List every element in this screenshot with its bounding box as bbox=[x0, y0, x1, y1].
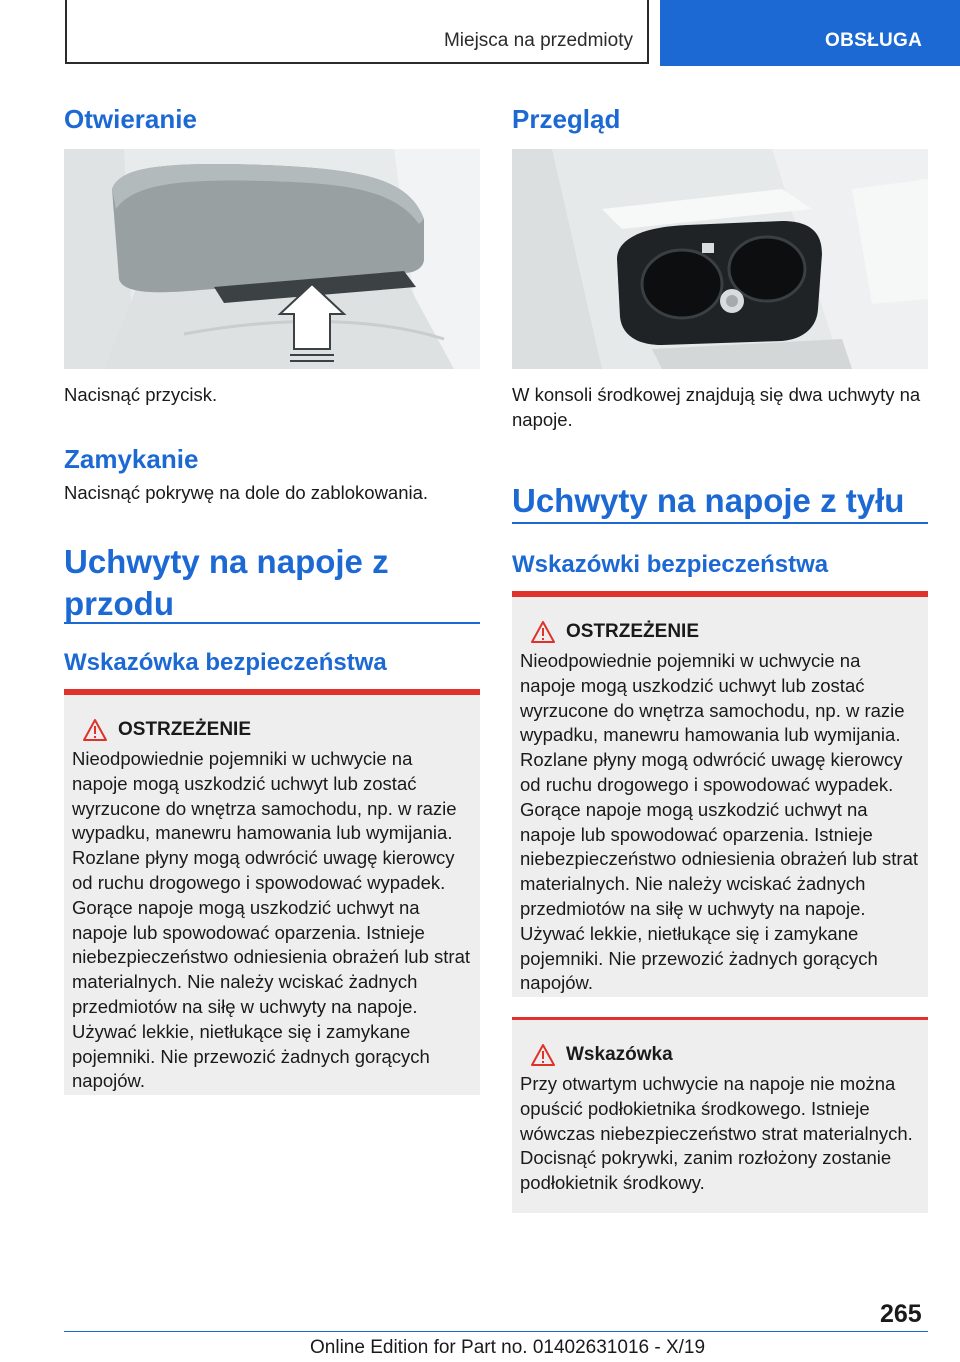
page-number: 265 bbox=[880, 1300, 922, 1328]
safety-heading-right: Wskazówki bezpieczeństwa bbox=[512, 551, 829, 578]
open-heading: Otwieranie bbox=[64, 104, 197, 134]
close-heading: Zamykanie bbox=[64, 444, 199, 474]
warning-triangle-icon bbox=[520, 620, 566, 644]
close-text: Nacisnąć pokrywę na dole do zablokowania. bbox=[64, 482, 429, 503]
warning-triangle-icon bbox=[72, 718, 118, 742]
heading-rule bbox=[64, 622, 480, 624]
armrest-image bbox=[64, 149, 480, 369]
footer-edition-text: Online Edition for Part no. 01402631016 - X/19 bbox=[310, 1337, 706, 1358]
heading-rule-right bbox=[512, 522, 928, 524]
warning-text: Nieodpowiednie pojemniki w uchwycie na napoje mogą uszkodzić uchwyt lub zostać wyrzucone do wnętrza samochodu, np. w razie wypadku, manewru hamowania lub wymijania. Rozlane płyny mogą odwrócić uwagę kierowcy od ruchu drogowego i spowodować wypadek. Gorące napoje mogą uszkodzić uchwyt na napoje lub spowodować oparzenia. Istnieje niebezpieczeństwo odniesienia obrażeń lub strat materialnych. Nie należy wciskać żadnych przedmiotów na siłę w uchwyty na napoje. Używać lekkie, nietłukące się i zamykane pojemniki. Nie przewozić żadnych gorących napojów. bbox=[72, 748, 471, 1092]
header-section-box bbox=[65, 0, 649, 64]
cupholder-image bbox=[512, 149, 928, 369]
warning-box bbox=[64, 689, 480, 1095]
warning-box-right bbox=[512, 591, 928, 997]
warning-text-right: Nieodpowiednie pojemniki w uchwycie na napoje mogą uszkodzić uchwyt lub zostać wyrzucone do wnętrza samochodu, np. w razie wypadku, manewru hamowania lub wymijania. Rozlane płyny mogą odwrócić uwagę kierowcy od ruchu drogowego i spowodować wypadek. Gorące napoje mogą uszkodzić uchwyt na napoje lub spowodować oparzenia. Istnieje niebezpieczeństwo odniesienia obrażeń lub strat materialnych. Nie należy wciskać żadnych przedmiotów na siłę w uchwyty na napoje. Używać lekkie, nietłukące się i zamykane pojemniki. Nie przewozić żadnych gorących napojów. bbox=[520, 650, 919, 994]
note-text: Przy otwartym uchwycie na napoje nie można opuścić podłokietnika środkowego. Istnieje wówczas niebezpieczeństwo strat materialnych. Docisnąć pokrywki, zanim rozłożony zostanie podłokietnik środkowy. bbox=[520, 1073, 913, 1194]
overview-heading: Przegląd bbox=[512, 104, 621, 134]
front-cupholders-heading: Uchwyty na napoje z przodu bbox=[64, 543, 389, 622]
header-chapter-tab[interactable] bbox=[660, 0, 960, 66]
open-caption: Nacisnąć przycisk. bbox=[64, 384, 218, 405]
rear-cupholders-heading: Uchwyty na napoje z tyłu bbox=[512, 482, 905, 519]
overview-caption: W konsoli środkowej znajdują się dwa uchwyty na napoje. bbox=[512, 384, 921, 430]
footer-rule bbox=[64, 1331, 928, 1332]
safety-heading: Wskazówka bezpieczeństwa bbox=[64, 649, 387, 676]
header-section-title: Miejsca na przedmioty bbox=[443, 30, 633, 51]
note-box bbox=[512, 1017, 928, 1213]
warning-triangle-icon bbox=[520, 1043, 566, 1067]
warning-title: OSTRZEŻENIE bbox=[118, 719, 252, 740]
footer-edition bbox=[310, 1337, 705, 1359]
header-chapter-label: OBSŁUGA bbox=[825, 30, 923, 51]
warning-title-right: OSTRZEŻENIE bbox=[566, 621, 700, 642]
note-title: Wskazówka bbox=[566, 1044, 673, 1065]
